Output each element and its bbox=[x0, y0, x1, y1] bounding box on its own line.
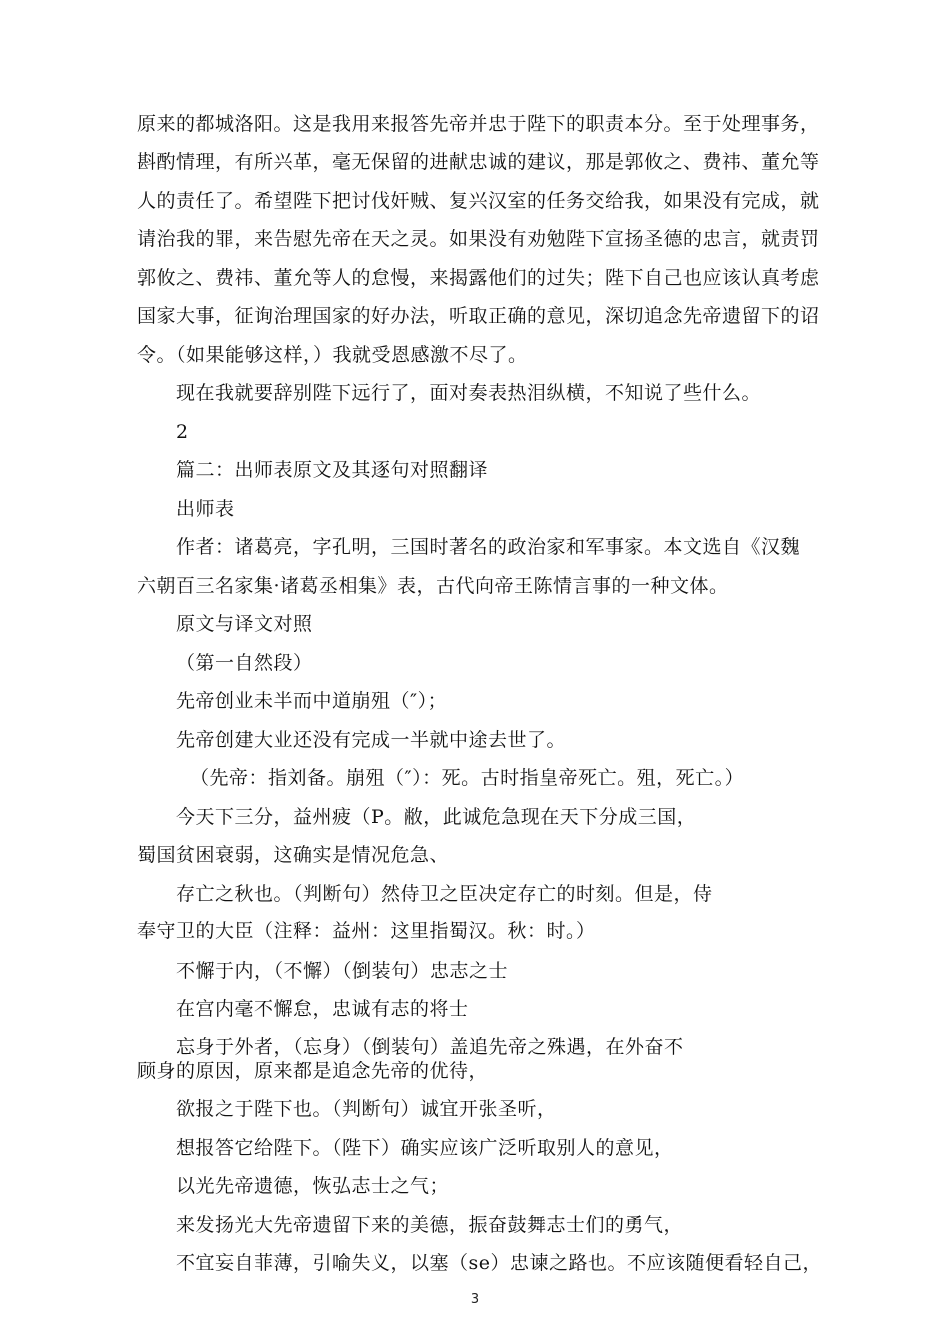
text-line: 先帝创业未半而中道崩殂（″）； bbox=[176, 690, 448, 712]
text-line: 在宫内毫不懈怠，忠诚有志的将士 bbox=[176, 998, 469, 1020]
text-line: 令。（如果能够这样，）我就受恩感激不尽了。 bbox=[137, 344, 528, 366]
text-line: 现在我就要辞别陛下远行了，面对奏表热泪纵横，不知说了些什么。 bbox=[176, 382, 762, 404]
text-line: 人的责任了。希望陛下把讨伐奸贼、复兴汉室的任务交给我，如果没有完成，就 bbox=[137, 190, 820, 212]
text-line: 来发扬光大先帝遗留下来的美德，振奋鼓舞志士们的勇气， bbox=[176, 1214, 684, 1236]
text-line: 以光先帝遗德，恢弘志士之气； bbox=[176, 1175, 450, 1197]
text-line: 今天下三分，益州疲（P。敝，此诚危急现在天下分成三国， bbox=[176, 806, 697, 828]
text-line: 不懈于内，（不懈）（倒装句）忠志之士 bbox=[176, 960, 509, 982]
document-title: 出师表 bbox=[176, 498, 235, 520]
annotation-line: （先帝：指刘备。崩殂（″）：死。古时指皇帝死亡。殂，死亡。） bbox=[190, 767, 745, 789]
text-line: 蜀国贫困衰弱，这确实是情况危急、 bbox=[137, 844, 450, 866]
text-line: 请治我的罪，来告慰先帝在天之灵。如果没有劝勉陛下宣扬圣德的忠言，就责罚 bbox=[137, 228, 820, 250]
text-line: 奉守卫的大臣（注释：益州：这里指蜀汉。秋：时。） bbox=[137, 920, 596, 942]
text-line: 2 bbox=[176, 421, 189, 443]
text-line: 作者：诸葛亮，字孔明，三国时著名的政治家和军事家。本文选自《汉魏 bbox=[176, 536, 801, 558]
text-line: 想报答它给陛下。（陛下）确实应该广泛听取别人的意见， bbox=[176, 1137, 674, 1159]
subheading: 原文与译文对照 bbox=[176, 613, 313, 635]
text-line: 不宜妄自菲薄，引喻失义，以塞（se）忠谏之路也。不应该随便看轻自己， bbox=[176, 1252, 822, 1274]
text-line: 原来的都城洛阳。这是我用来报答先帝并忠于陛下的职责本分。至于处理事务， bbox=[137, 113, 820, 135]
text-line: 国家大事，征询治理国家的好办法，听取正确的意见，深切追念先帝遗留下的诏 bbox=[137, 305, 820, 327]
text-line: 先帝创建大业还没有完成一半就中途去世了。 bbox=[176, 729, 567, 751]
subheading: （第一自然段） bbox=[176, 652, 313, 674]
section-heading: 篇二：出师表原文及其逐句对照翻译 bbox=[176, 459, 489, 481]
text-line: 存亡之秋也。（判断句）然侍卫之臣决定存亡的时刻。但是，侍 bbox=[176, 883, 713, 905]
text-line: 六朝百三名家集·诸葛丞相集》表，古代向帝王陈情言事的一种文体。 bbox=[137, 575, 729, 597]
text-line: 忘身于外者，（忘身）（倒装句）盖追先帝之殊遇，在外奋不 bbox=[176, 1036, 684, 1058]
text-line: 斟酌情理，有所兴革，毫无保留的进献忠诚的建议，那是郭攸之、费祎、董允等 bbox=[137, 151, 820, 173]
page-number: 3 bbox=[470, 1292, 480, 1307]
text-line: 欲报之于陛下也。（判断句）诚宜开张圣听， bbox=[176, 1098, 557, 1120]
text-line: 顾身的原因，原来都是追念先帝的优待， bbox=[137, 1060, 489, 1082]
text-line: 郭攸之、费祎、董允等人的怠慢，来揭露他们的过失；陛下自己也应该认真考虑 bbox=[137, 267, 820, 289]
